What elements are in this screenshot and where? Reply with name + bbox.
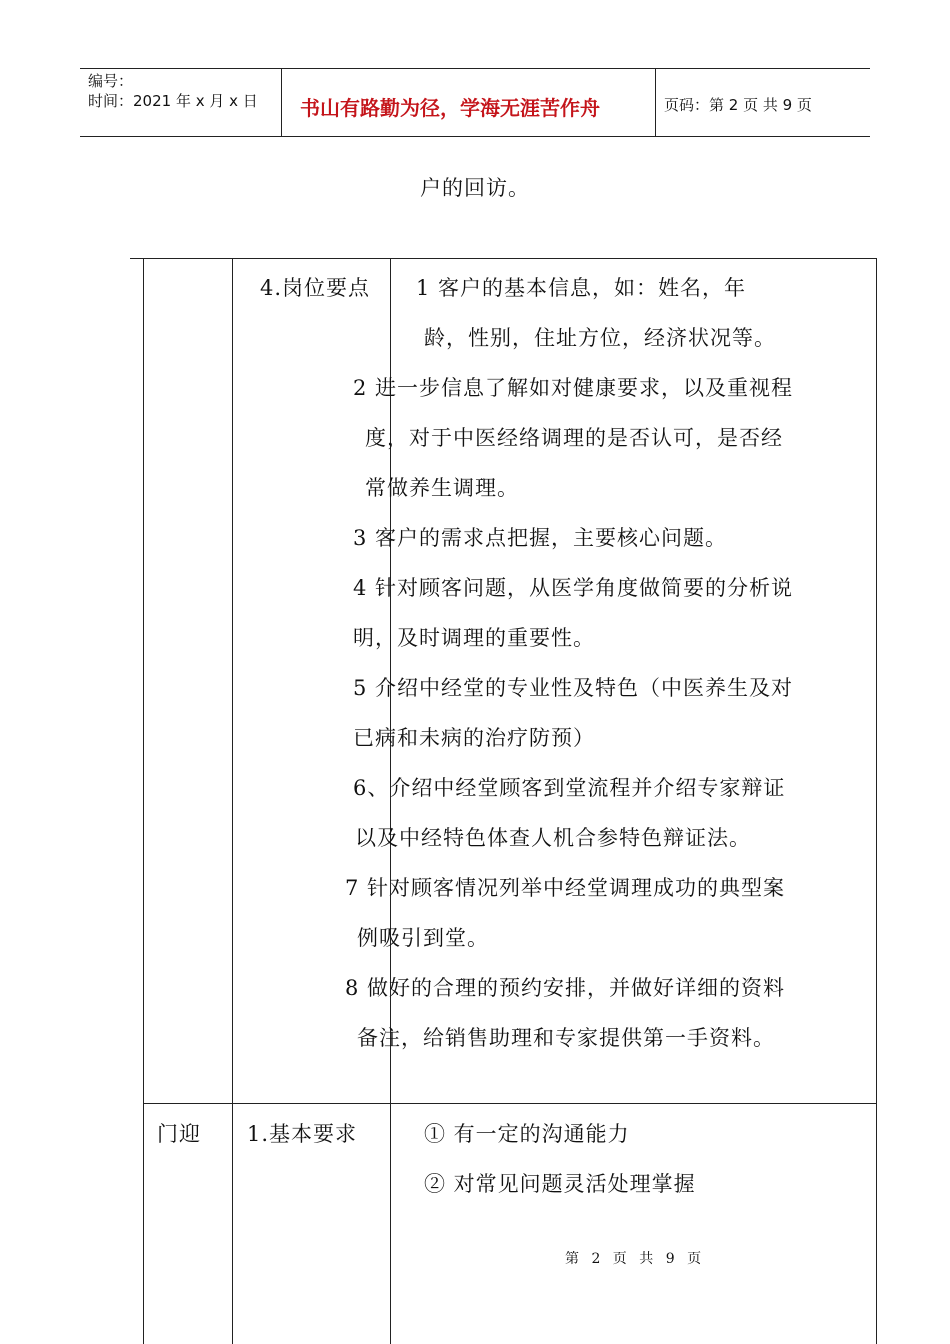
points-line: 龄，性别，住址方位，经济状况等。 [424, 326, 776, 350]
points-line: 度，对于中医经络调理的是否认可，是否经 [365, 426, 783, 450]
points-line: 备注，给销售助理和专家提供第一手资料。 [357, 1026, 775, 1050]
points-line: 已病和未病的治疗防预） [353, 726, 595, 750]
header-page-info: 页码：第 2 页 共 9 页 [664, 96, 812, 114]
points-line: 例吸引到堂。 [357, 926, 489, 950]
header-number-label: 编号： [88, 72, 134, 90]
header-divider-right [655, 68, 656, 137]
greeter-label: 1.基本要求 [247, 1122, 358, 1146]
points-line: 以及中经特色体查人机合参特色辩证法。 [355, 826, 751, 850]
greeter-line: ② 对常见问题灵活处理掌握 [424, 1172, 696, 1196]
table-col-divider-1 [232, 258, 233, 1344]
points-line: 2 进一步信息了解如对健康要求，以及重视程 [353, 376, 794, 400]
greeter-role: 门迎 [157, 1122, 201, 1146]
header-bottom-rule [80, 136, 870, 137]
points-line: 常做养生调理。 [365, 476, 519, 500]
table-right-border [876, 258, 877, 1344]
intro-line: 户的回访。 [420, 176, 530, 200]
points-line: 8 做好的合理的预约安排，并做好详细的资料 [345, 976, 786, 1000]
header-top-rule [80, 68, 870, 69]
points-label: 4.岗位要点 [260, 276, 371, 300]
points-line: 3 客户的需求点把握，主要核心问题。 [353, 526, 728, 550]
table-top-rule [130, 258, 877, 259]
points-line: 7 针对顾客情况列举中经堂调理成功的典型案 [345, 876, 786, 900]
table-left-border [143, 258, 144, 1344]
header-motto: 书山有路勤为径，学海无涯苦作舟 [300, 96, 600, 120]
points-line: 6、介绍中经堂顾客到堂流程并介绍专家辩证 [353, 776, 786, 800]
points-line: 1 客户的基本信息，如：姓名，年 [416, 276, 747, 300]
header-divider-left [281, 68, 282, 137]
points-line: 5 介绍中经堂的专业性及特色（中医养生及对 [353, 676, 794, 700]
page-footer: 第 2 页 共 9 页 [565, 1251, 706, 1267]
points-line: 4 针对顾客问题，从医学角度做简要的分析说 [353, 576, 794, 600]
table-row-divider [143, 1103, 877, 1104]
header-time-label: 时间：2021 年 x 月 x 日 [88, 92, 258, 110]
greeter-line: ① 有一定的沟通能力 [424, 1122, 630, 1146]
points-line: 明，及时调理的重要性。 [353, 626, 595, 650]
